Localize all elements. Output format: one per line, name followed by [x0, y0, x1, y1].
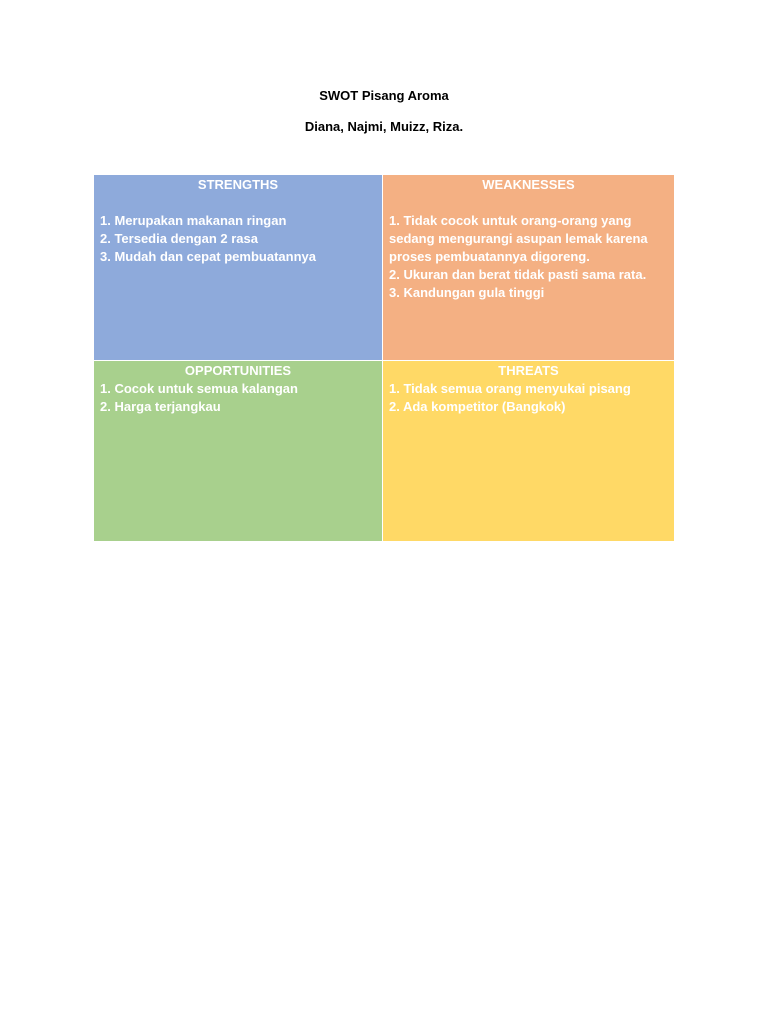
opportunities-cell — [94, 361, 383, 541]
opportunities-item: 2. Harga terjangkau — [100, 399, 221, 414]
threats-item: 2. Ada kompetitor (Bangkok) — [389, 399, 566, 414]
weaknesses-list — [389, 212, 668, 302]
strengths-heading: STRENGTHS — [197, 177, 279, 192]
strengths-item: 3. Mudah dan cepat pembuatannya — [100, 249, 316, 264]
weaknesses-heading: WEAKNESSES — [482, 177, 575, 192]
weaknesses-item: 3. Kandungan gula tinggi — [389, 285, 545, 300]
weaknesses-item: 1. Tidak cocok untuk orang-orang yang sedang mengurangi asupan lemak karena proses pembuatannya digoreng. — [389, 213, 648, 264]
weaknesses-cell — [383, 175, 674, 361]
threats-heading: THREATS — [498, 363, 559, 378]
document-title: SWOT Pisang Aroma — [319, 88, 449, 103]
strengths-cell — [94, 175, 383, 361]
strengths-list — [100, 212, 376, 266]
swot-table — [94, 175, 674, 541]
threats-item: 1. Tidak semua orang menyukai pisang — [389, 381, 631, 396]
strengths-item: 2. Tersedia dengan 2 rasa — [100, 231, 258, 246]
threats-cell — [383, 361, 674, 541]
opportunities-item: 1. Cocok untuk semua kalangan — [100, 381, 298, 396]
opportunities-list — [100, 380, 376, 416]
document-authors: Diana, Najmi, Muizz, Riza. — [304, 119, 464, 134]
opportunities-heading: OPPORTUNITIES — [184, 363, 292, 378]
threats-list — [389, 380, 668, 416]
weaknesses-item: 2. Ukuran dan berat tidak pasti sama rata. — [389, 267, 647, 282]
strengths-item: 1. Merupakan makanan ringan — [100, 213, 287, 228]
